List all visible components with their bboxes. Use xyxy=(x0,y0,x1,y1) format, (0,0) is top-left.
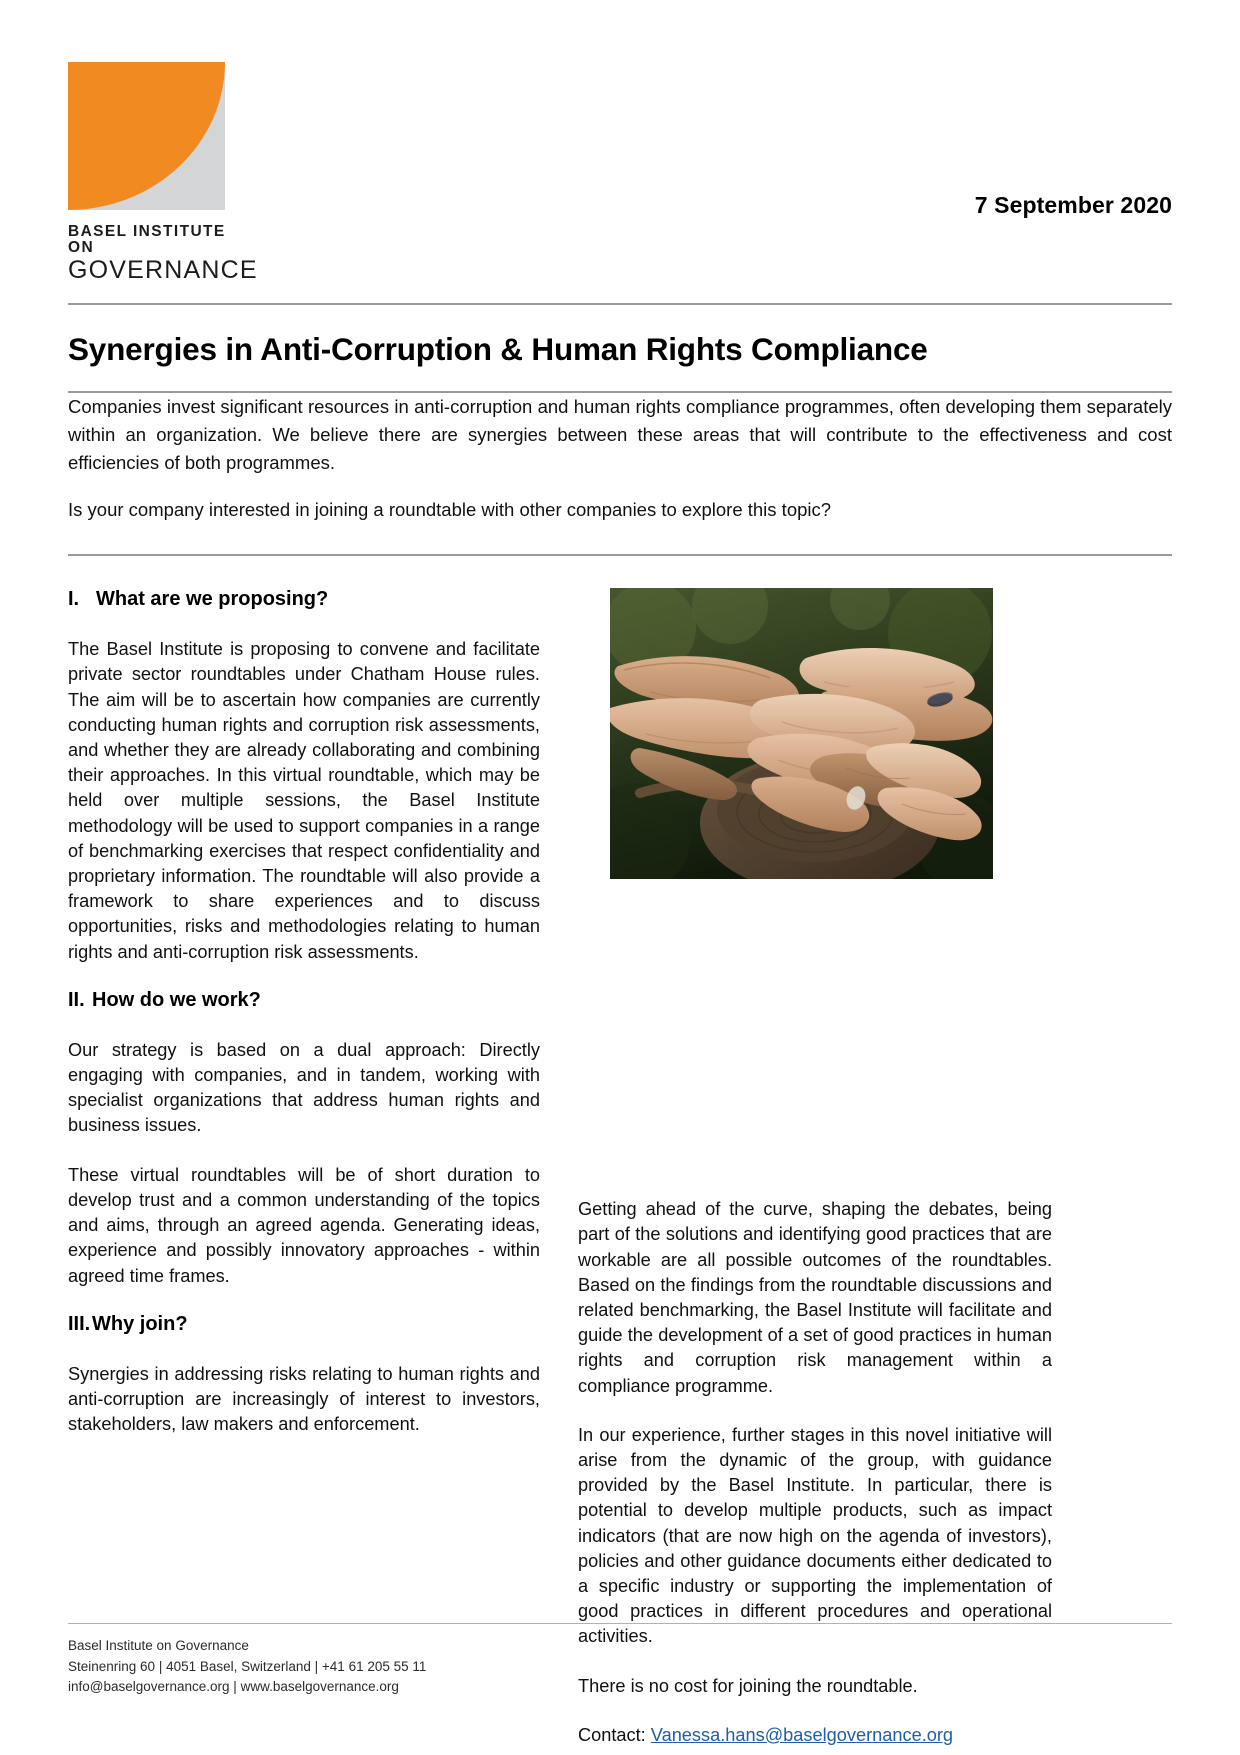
body-columns xyxy=(68,588,1172,1748)
divider-footer xyxy=(68,1623,1172,1624)
divider-under-intro xyxy=(68,554,1172,556)
section-number-2: II. xyxy=(68,988,85,1011)
footer-line-2: Steinenring 60 | 4051 Basel, Switzerland | +41 61 205 55 11 xyxy=(68,1658,427,1674)
section-number-1: I. xyxy=(68,588,80,611)
right-column xyxy=(578,588,1052,1748)
hands-stacked-together-photo xyxy=(610,588,993,879)
section-number-3: III. xyxy=(68,1312,91,1335)
right-paragraph-3: There is no cost for joining the roundtable. xyxy=(578,1675,918,1696)
footer-line-1: Basel Institute on Governance xyxy=(68,1638,249,1654)
logo-line-2: GOVERNANCE xyxy=(68,256,258,284)
divider-top xyxy=(68,303,1172,305)
footer-contact-block xyxy=(68,1636,1172,1697)
basel-institute-logo xyxy=(68,62,256,283)
section-title-3: Why join? xyxy=(92,1312,188,1335)
footer-line-3: info@baselgovernance.org | www.baselgovernance.org xyxy=(68,1678,399,1694)
section-2-paragraph-1: Our strategy is based on a dual approach: Directly engaging with companies, and in tandem, working with specialist organizations that address human rights and business issues. xyxy=(68,1039,540,1136)
left-column xyxy=(68,588,540,1748)
section-heading-1 xyxy=(68,588,540,611)
section-heading-2 xyxy=(68,989,540,1012)
document-header xyxy=(68,0,1172,284)
intro-paragraph-2: Is your company interested in joining a roundtable with other companies to explore this topic? xyxy=(68,499,832,521)
document-date: 7 September 2020 xyxy=(974,192,1172,218)
section-title-2: How do we work? xyxy=(92,988,261,1011)
basel-institute-quarter-circle-logo-icon xyxy=(68,62,225,210)
contact-label: Contact: xyxy=(578,1724,651,1745)
logo-line-1: BASEL INSTITUTE ON xyxy=(68,223,226,256)
section-1-paragraph-1: The Basel Institute is proposing to convene and facilitate private sector roundtables under Chatham House rules. The aim will be to ascertain how companies are currently conducting human rights and corruption risk assessments, and whether they are already collaborating and combining their approaches. In this virtual roundtable, which may be held over multiple sessions, the Basel Institute methodology will be used to support companies in a range of benchmarking exercises that respect confidentiality and proprietary information. The roundtable will also provide a framework to share experiences and to discuss opportunities, risks and methodologies relating to human rights and anti-corruption risk assessments. xyxy=(68,639,540,962)
right-column-top-spacer xyxy=(578,879,1052,1197)
document-footer xyxy=(68,1623,1172,1697)
right-paragraph-2: In our experience, further stages in this novel initiative will arise from the dynamic of the group, with guidance provided by the Basel Institute. In particular, there is potential to develop multiple products, such as impact indicators (that are now high on the agenda of investors), policies and other guidance documents either dedicated to a specific industry or supporting the implementation of good practices in different procedures and operational activities. xyxy=(578,1424,1052,1647)
section-2-paragraph-2: These virtual roundtables will be of short duration to develop trust and a common understanding of the topics and aims, through an agreed agenda. Generating ideas, experience and possibly innovatory approaches - within agreed time frames. xyxy=(68,1164,540,1286)
logo-wordmark xyxy=(68,224,256,283)
intro-paragraph-1: Companies invest significant resources in anti-corruption and human rights compliance programmes, often developing them separately within an organization. We believe there are synergies between these areas that will contribute to the effectiveness and cost efficiencies of both programmes. xyxy=(68,395,1172,474)
contact-email-link[interactable]: Vanessa.hans@baselgovernance.org xyxy=(650,1724,954,1745)
right-paragraph-1: Getting ahead of the curve, shaping the debates, being part of the solutions and identifying good practices that are workable are all possible outcomes of the roundtables. Based on the findings from the roundtable discussions and related benchmarking, the Basel Institute will facilitate and guide the development of a set of good practices in human rights and corruption risk management within a compliance programme. xyxy=(578,1199,1052,1396)
section-heading-3 xyxy=(68,1313,540,1336)
section-3-paragraph-1: Synergies in addressing risks relating to human rights and anti-corruption are increasingly of interest to investors, stakeholders, law makers and enforcement. xyxy=(68,1363,540,1435)
contact-line xyxy=(578,1723,1052,1748)
section-title-1: What are we proposing? xyxy=(96,588,329,611)
page-title: Synergies in Anti-Corruption & Human Rights Compliance xyxy=(68,331,928,367)
